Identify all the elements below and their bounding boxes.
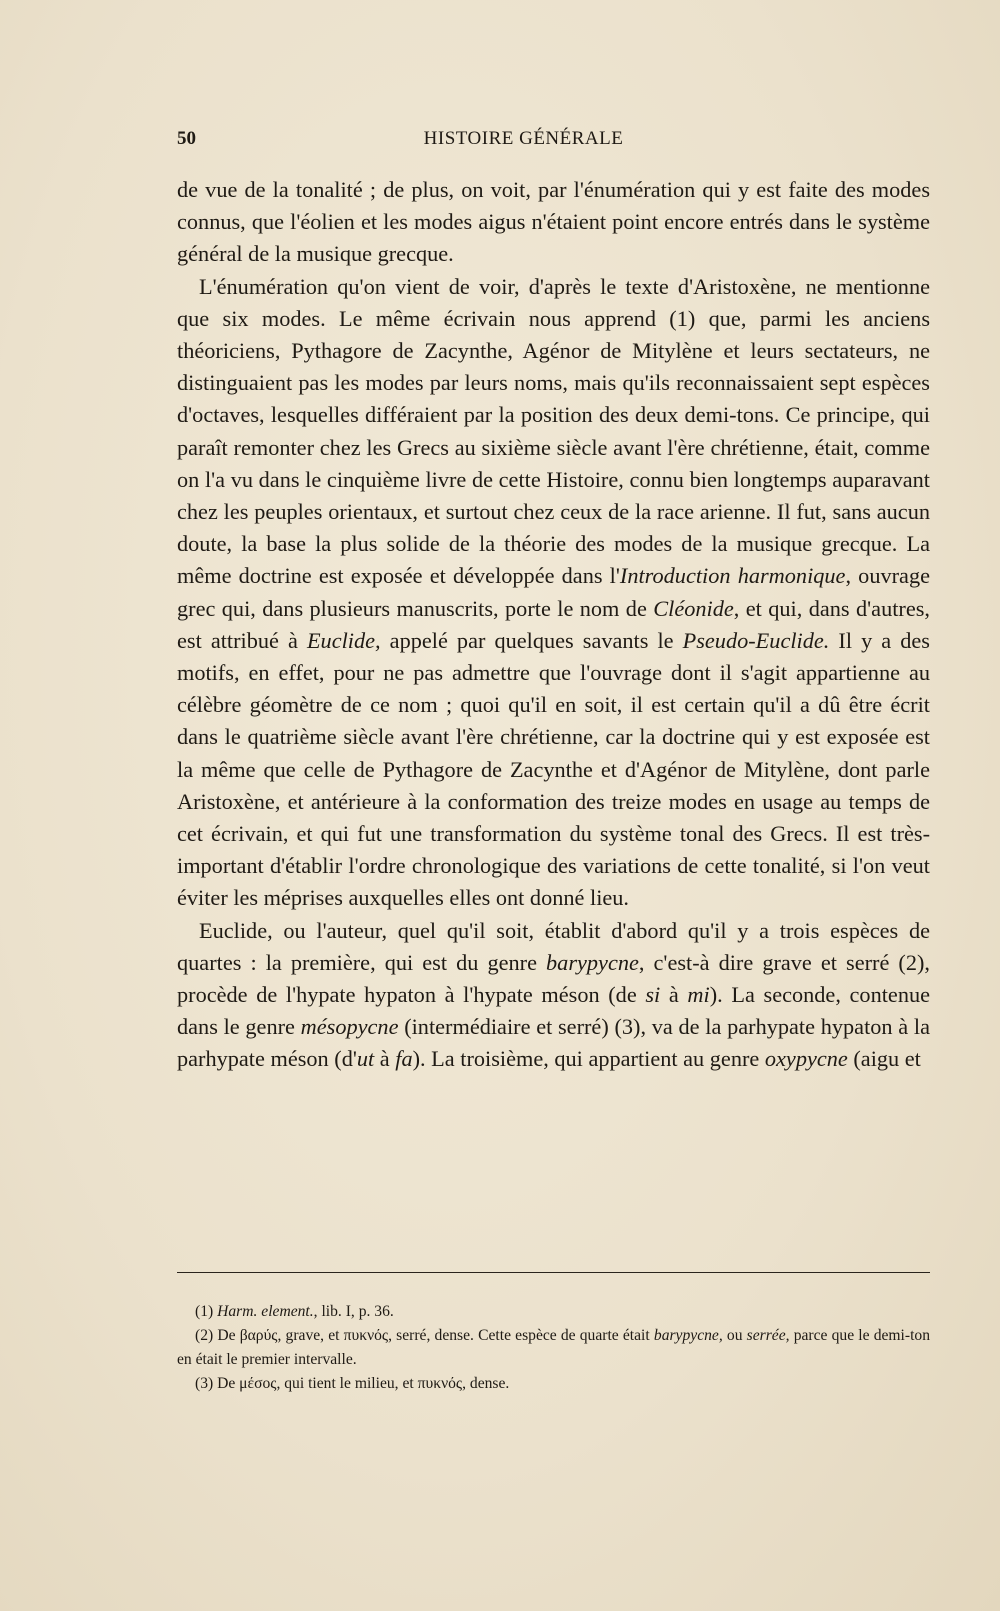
text-run: appelé par quelques savants le <box>380 627 683 653</box>
footnote-2 <box>177 1324 930 1372</box>
text-run: , c'est-à dire grave et serré (2), procède de l'hypate hypaton à l'hypate méson (de <box>177 949 930 1008</box>
text-run: (1) <box>195 1303 218 1320</box>
paragraph-2 <box>177 271 930 915</box>
italic-title: Introduction harmonique <box>619 563 846 589</box>
text-run: , ouvrage grec qui, dans plusieurs manuscrits, porte le nom de <box>177 563 930 621</box>
text-run: ou <box>722 1327 747 1344</box>
page-number: 50 <box>177 128 196 149</box>
text-run: (intermédiaire et serré) (3), va de la parhypate hypaton à la parhypate méson (d' <box>177 1014 930 1072</box>
text-run: Il y a des motifs, en effet, pour ne pas admettre que l'ouvrage dont il s'agit appartienne au célèbre géomètre de ce nom ; quoi qu'il en soit, il est certain qu'il a dû être écrit dans le quatrième siècle avant l'ère chrétienne, car la doctrine qui y est exposée est la même que celle de Pythagore de Zacynthe et d'Agénor de Mitylène, dont parle Aristoxène, et antérieure à la conformation des treize modes en usage au temps de cet écrivain, et qui fut une transformation du système tonal des Grecs. Il est très-important d'établir l'ordre chronologique des variations de cette tonalité, si l'on veut éviter les méprises auxquelles elles ont donné lieu. <box>177 627 930 911</box>
text-run: à <box>660 982 688 1008</box>
text-run: à <box>374 1046 396 1072</box>
italic-note: si <box>645 982 661 1008</box>
text-run: (2) De βαρύς, grave, et πυκνός, serré, dense. Cette espèce de quarte était <box>195 1327 654 1344</box>
text-run: , et qui, dans d'autres, est attribué à <box>177 595 930 653</box>
main-text <box>177 174 930 1076</box>
italic-term: barypycne, <box>653 1327 723 1344</box>
italic-note: ut <box>356 1046 375 1072</box>
italic-name: Cléonide <box>653 595 734 621</box>
footnotes <box>177 1300 930 1396</box>
footnote-3: (3) De μέσος, qui tient le milieu, et πυκνός, dense. <box>195 1375 510 1392</box>
footnote-1 <box>177 1300 930 1324</box>
text-run: L'énumération qu'on vient de voir, d'après le texte d'Aristoxène, ne mentionne que six modes. Le même écrivain nous apprend (1) que, parmi les anciens théoriciens, Pythagore de Zacynthe, Agénor de Mitylène et leurs sectateurs, ne distinguaient pas les modes par leurs noms, mais qu'ils reconnaissaient sept espèces d'octaves, lesquelles différaient par la position des deux demi-tons. Ce principe, qui paraît remonter chez les Grecs au sixième siècle avant l'ère chrétienne, était, comme on l'a vu dans le cinquième livre de cette Histoire, connu bien longtemps auparavant chez les peuples orientaux, et surtout chez ceux de la race arienne. Il fut, sans aucun doute, la base la plus solide de la théorie des modes de la musique grecque. La même doctrine est exposée et développée dans l' <box>177 273 930 589</box>
text-run: parce que le demi-ton en était le premier intervalle. <box>177 1327 930 1368</box>
text-run: , lib. I, p. 36. <box>313 1303 394 1320</box>
italic-note: fa <box>395 1046 413 1072</box>
italic-citation: Harm. element. <box>217 1303 314 1320</box>
paragraph-3 <box>177 915 930 1076</box>
italic-term: serrée, <box>746 1327 790 1344</box>
italic-term: barypycne <box>546 949 639 975</box>
text-run: (aigu et <box>847 1046 921 1072</box>
running-title: HISTOIRE GÉNÉRALE <box>423 128 624 149</box>
text-run: Euclide, ou l'auteur, quel qu'il soit, établit d'abord qu'il y a trois espèces de quartes : la première, qui est du genre <box>177 917 930 975</box>
footnote-divider <box>177 1272 930 1273</box>
italic-term: mésopycne <box>300 1014 399 1040</box>
italic-name: Euclide, <box>306 627 381 653</box>
text-run: ). La seconde, contenue dans le genre <box>177 982 931 1040</box>
text-run: ). La troisième, qui appartient au genre <box>412 1046 765 1072</box>
italic-note: mi <box>687 982 710 1008</box>
paragraph-1: de vue de la tonalité ; de plus, on voit, par l'énumération qui y est faite des modes connus, que l'éolien et les modes aigus n'étaient point encore entrés dans le système général de la musique grecque. <box>177 177 930 267</box>
page-header <box>177 128 930 158</box>
italic-name: Pseudo-Euclide. <box>682 627 830 653</box>
italic-term: oxypycne <box>764 1046 848 1072</box>
